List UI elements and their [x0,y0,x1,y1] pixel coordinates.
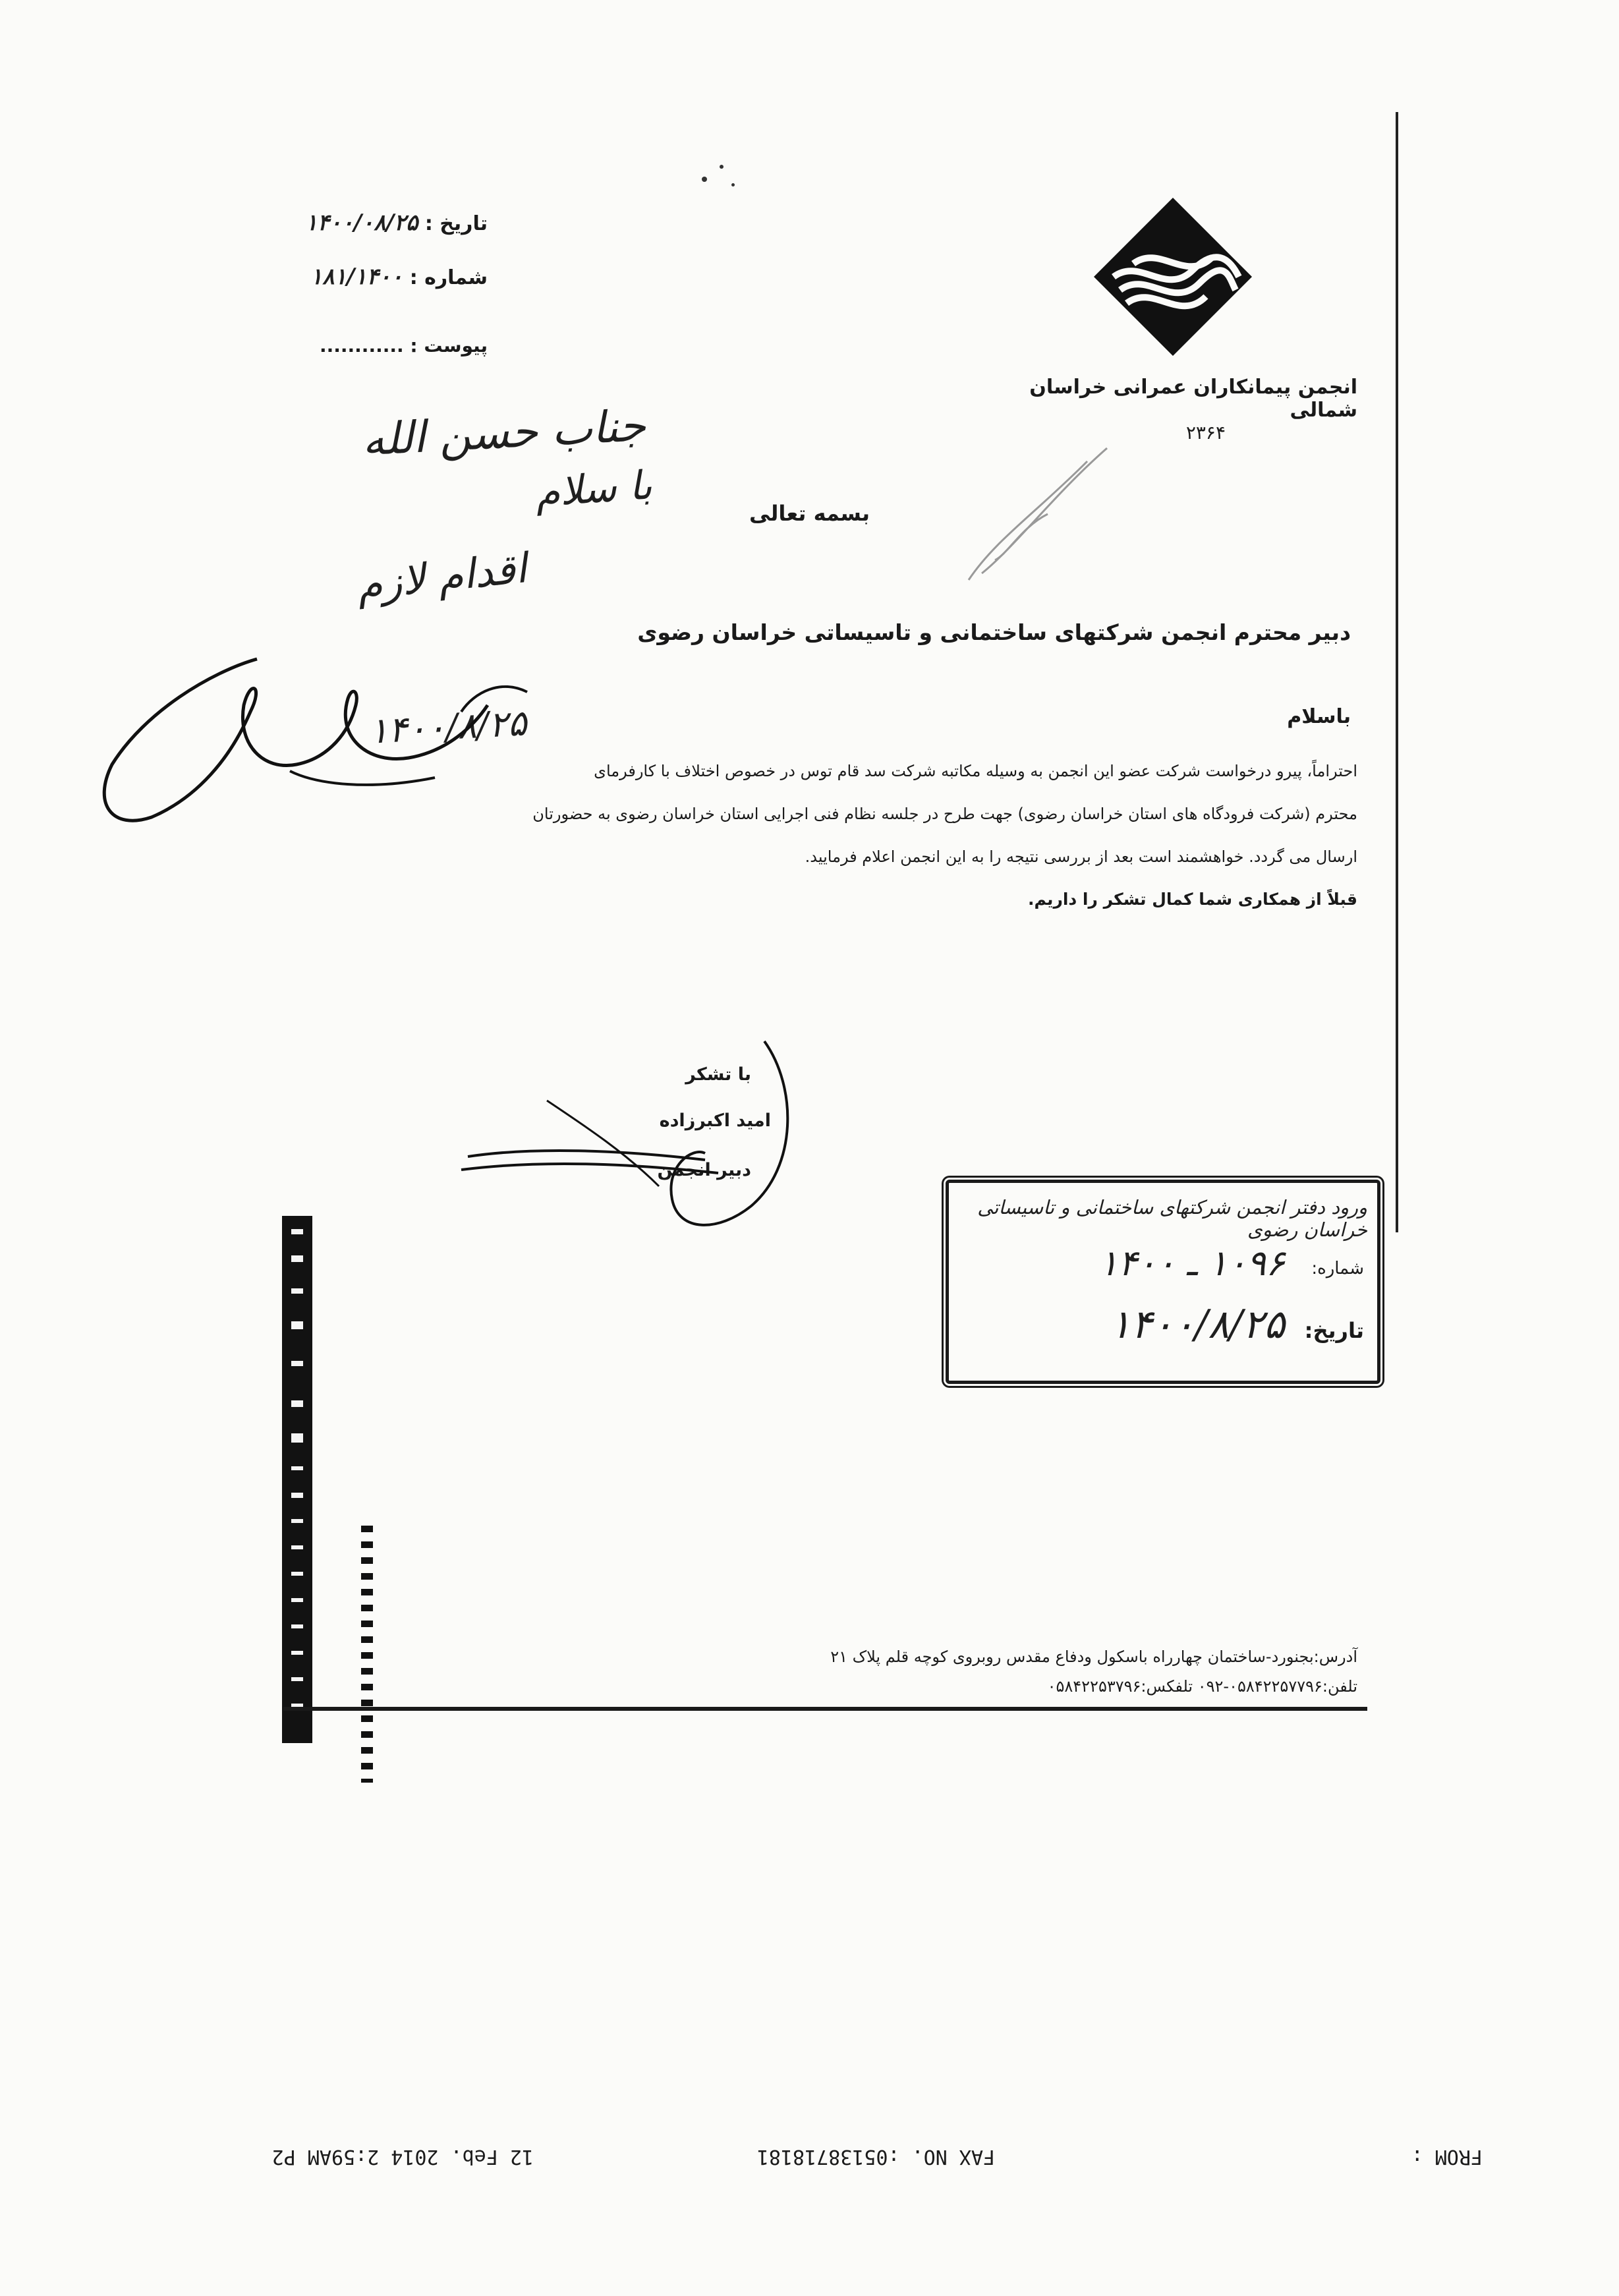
handwritten-top-note-1: جناب حسن الله [360,399,647,466]
scan-speck [731,183,735,187]
handwritten-signature-left [92,633,567,870]
org-logo [1087,191,1259,362]
letter-body-line-2: محترم (شرکت فرودگاه های استان خراسان رضوی) جهت طرح در جلسه نظام فنی اجرایی استان خراسان رضوی به حضورتان [532,805,1357,823]
letter-body-line-4: قبلاً از همکاری شما کمال تشکر را داریم. [1027,890,1357,909]
fax-from: FROM : [1411,2145,1483,2168]
fax-number: FAX NO. :05138718181 [756,2145,995,2168]
number-field [250,264,488,290]
date-label: تاریخ : [424,212,488,235]
letter-body-line-3: ارسال می گردد. خواهشمند است بعد از بررسی نتیجه را به این انجمن اعلام فرمایید. [805,847,1357,866]
stamp-date-value: ۱۴۰۰/۸/۲۵ [1109,1302,1285,1348]
fax-datetime: 12 Feb. 2014 2:59AM P2 [271,2145,534,2168]
logo-org-name: انجمن پیمانکاران عمرانی خراسان شمالی [1029,376,1357,422]
logo-emblem-icon [1087,191,1259,362]
date-value: ۱۴۰۰/۰۸/۲۵ [305,210,418,236]
stamp-date-label: تاریخ: [1304,1318,1364,1343]
fax-edge-dots [361,1526,373,1783]
date-field [270,210,488,236]
number-value: ۱۸۱/۱۴۰۰ [310,264,403,290]
fax-header-line [198,2135,1483,2168]
footer-address: آدرس:بجنورد-ساختمان چهارراه باسکول ودفاع مقدس روبروی کوچه قلم پلاک ۲۱ [830,1648,1357,1666]
letter-signer-name: امید اکبرزاده [659,1110,771,1131]
received-stamp [946,1180,1380,1384]
scan-edge-line [1396,112,1398,1232]
letter-invocation: بسمه تعالی [749,501,870,526]
faint-pencil-mark [955,422,1127,593]
letter-addressee: دبیر محترم انجمن شرکتهای ساختمانی و تاسیساتی خراسان رضوی [637,619,1351,645]
letter-closing: با تشکر [685,1064,751,1085]
stamp-number-value: ۱۰۹۶ ـ ۱۴۰۰ [1098,1242,1285,1284]
attachment-label: پیوست : [410,335,488,357]
fax-edge-strip [282,1216,312,1743]
footer-phones: تلفن:۰۵۸۴۲۲۵۷۷۹۶-۰۹۲ تلفکس:۰۵۸۴۲۲۵۳۷۹۶ [1047,1677,1357,1696]
handwritten-top-note-2: با سلام [534,462,654,517]
attachment-value: ............ [319,335,404,357]
scan-speck [720,165,724,169]
handwritten-number-note: ۱۴۰۰/۸/۲۵ [368,702,528,752]
scan-speck [702,177,707,182]
footer-rule [283,1707,1367,1711]
attachment-field [290,335,488,357]
signer-signature [455,1035,810,1246]
letter-signer-title: دبیر انجمن [657,1160,751,1180]
number-label: شماره : [409,266,488,289]
letter-body-line-1: احتراماً، پیرو درخواست شرکت عضو این انجمن به وسیله مکاتبه شرکت سد قام توس در خصوص اختلاف با کارفرمای [594,762,1357,780]
logo-reg-number: ۲۳۶۴ [1185,422,1226,444]
letter-greeting: باسلام [1287,705,1351,728]
handwritten-left-note: اقدام لازم [354,544,529,610]
stamp-title: ورود دفتر انجمن شرکتهای ساختمانی و تاسیساتی خراسان رضوی [977,1196,1367,1241]
stamp-number-label: شماره: [1311,1259,1364,1278]
